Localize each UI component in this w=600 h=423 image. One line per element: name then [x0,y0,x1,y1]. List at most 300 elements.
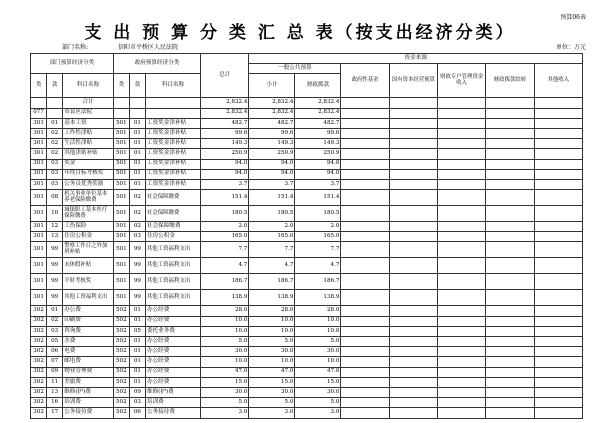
cell-special-account [438,357,486,367]
cell-subtotal: 149.3 [249,139,295,149]
cell-fiscal: 138.9 [295,290,341,306]
cell-carryover [486,222,534,232]
cell-state-capital [389,326,437,336]
cell-carryover [486,169,534,179]
cell-other-income [534,326,582,336]
cell-carryover [486,274,534,290]
cell-total: 47.0 [201,367,249,377]
cell-dept-subject: 未休假补贴 [63,258,114,274]
cell-carryover [486,347,534,357]
cell-total: 250.9 [201,149,249,159]
cell-total: 10.0 [201,326,249,336]
cell-subtotal: 94.0 [249,169,295,179]
cell-special-account [438,118,486,128]
header-dept-class: 部门预算经济分类 [31,54,114,74]
cell-gov-kind: 502 [113,387,129,397]
cell-gov-kind: 502 [113,408,129,418]
cell-other-income [534,367,582,377]
table-row [31,316,583,326]
cell-dept-kind: 301 [31,258,47,274]
cell-special-account [438,128,486,138]
header-carryover: 财政拨款结转 [486,64,534,98]
cell-gov-item: 01 [129,347,145,357]
cell-other-income [534,98,582,108]
cell-dept-subject: 差旅费 [63,377,114,387]
cell-other-income [534,290,582,306]
cell-gov-fund [341,290,389,306]
table-row [31,206,583,222]
cell-other-income [534,258,582,274]
cell-dept-kind: 302 [31,357,47,367]
cell-fiscal: 5.0 [295,337,341,347]
cell-state-capital [389,179,437,189]
cell-special-account [438,316,486,326]
cell-dept-kind: 302 [31,377,47,387]
header-other-income: 其他收入 [534,64,582,98]
cell-carryover [486,149,534,159]
cell-gov-fund [341,347,389,357]
cell-gov-item: 01 [129,139,145,149]
cell-gov-kind: 501 [113,118,129,128]
cell-dept-kind: 302 [31,367,47,377]
cell-total: 138.9 [201,290,249,306]
cell-other-income [534,306,582,316]
cell-dept-kind: 301 [31,179,47,189]
cell-gov-fund [341,169,389,179]
cell-gov-kind: 501 [113,169,129,179]
cell-state-capital [389,139,437,149]
cell-gov-fund [341,159,389,169]
cell-other-income [534,139,582,149]
cell-dept-kind: 301 [31,206,47,222]
cell-carryover [486,179,534,189]
cell-carryover [486,258,534,274]
cell-gov-fund [341,108,389,118]
table-row [31,290,583,306]
cell-dept-item: 02 [47,128,63,138]
header-gov-kind: 类 [113,74,129,98]
cell-gov-item: 06 [129,408,145,418]
cell-subtotal: 5.0 [249,337,295,347]
header-dept-item: 款 [47,74,63,98]
cell-dept-item: 03 [47,159,63,169]
cell-fiscal: 4.7 [295,258,341,274]
cell-other-income [534,408,582,418]
cell-state-capital [389,159,437,169]
cell-state-capital [389,232,437,242]
cell-gov-subject: 办公经费 [145,367,200,377]
cell-gov-kind: 502 [113,347,129,357]
cell-total: 4.7 [201,258,249,274]
table-row [31,258,583,274]
cell-gov-fund [341,206,389,222]
header-gov-class: 政府预算经济分类 [113,54,200,74]
cell-dept-item: 07 [47,357,63,367]
table-row [31,337,583,347]
cell-gov-item: 01 [129,159,145,169]
cell-gov-subject: 维修(护)费 [145,387,200,397]
cell-fiscal: 180.5 [295,206,341,222]
cell-state-capital [389,398,437,408]
header-state-capital: 国有资本经营预算 [389,64,437,98]
cell-dept-kind [31,98,47,108]
table-row [31,398,583,408]
cell-special-account [438,258,486,274]
cell-dept-item: 03 [47,179,63,189]
cell-dept-item: 12 [47,222,63,232]
cell-special-account [438,190,486,206]
cell-fiscal: 3.0 [295,408,341,418]
cell-special-account [438,274,486,290]
table-row [31,387,583,397]
cell-subtotal: 99.6 [249,128,295,138]
cell-subtotal: 5.0 [249,398,295,408]
cell-dept-kind: 302 [31,337,47,347]
cell-special-account [438,108,486,118]
cell-gov-fund [341,387,389,397]
cell-dept-kind: 301 [31,128,47,138]
cell-fiscal: 2.0 [295,222,341,232]
cell-dept-item: 16 [47,398,63,408]
cell-gov-kind [113,108,129,118]
cell-dept-kind: 301 [31,149,47,159]
cell-gov-item: 01 [129,306,145,316]
dept-value: 信阳市平桥区人民法院 [118,44,179,51]
cell-gov-subject: 其他工资福利支出 [145,290,200,306]
cell-state-capital [389,347,437,357]
header-fiscal: 财政拨款 [295,74,341,98]
cell-dept-kind: 301 [31,274,47,290]
cell-gov-kind: 501 [113,159,129,169]
header-total: 总计 [201,54,249,98]
cell-dept-subject: 平时考核奖 [63,274,114,290]
cell-dept-item: 99 [47,242,63,258]
cell-fiscal: 94.0 [295,159,341,169]
cell-fiscal: 165.0 [295,232,341,242]
cell-gov-kind: 502 [113,337,129,347]
cell-dept-item: 03 [47,169,63,179]
cell-dept-kind: 302 [31,326,47,336]
cell-gov-kind: 502 [113,357,129,367]
cell-state-capital [389,190,437,206]
cell-total: 10.0 [201,316,249,326]
cell-subtotal: 165.0 [249,232,295,242]
header-gov-subject: 科目名称 [145,74,200,98]
cell-total: 7.7 [201,242,249,258]
cell-total: 2.0 [201,222,249,232]
table-row [31,98,583,108]
cell-state-capital [389,169,437,179]
cell-special-account [438,222,486,232]
cell-gov-kind: 501 [113,274,129,290]
cell-state-capital [389,258,437,274]
cell-gov-kind: 502 [113,398,129,408]
cell-gov-item: 01 [129,377,145,387]
cell-dept-subject: 奖金 [63,159,114,169]
cell-gov-subject: 工资奖金津补贴 [145,139,200,149]
cell-total: 3.0 [201,408,249,418]
cell-state-capital [389,149,437,159]
cell-gov-fund [341,190,389,206]
cell-dept-item: 01 [47,118,63,128]
cell-fiscal: 250.9 [295,149,341,159]
cell-dept-item: 02 [47,139,63,149]
cell-dept-item: 02 [47,316,63,326]
cell-gov-subject: 公务接待费 [145,408,200,418]
cell-special-account [438,206,486,222]
cell-dept-item: 99 [47,290,63,306]
cell-fiscal: 10.0 [295,326,341,336]
cell-gov-subject: 培训费 [145,398,200,408]
cell-special-account [438,398,486,408]
cell-state-capital [389,206,437,222]
cell-fiscal: 482.7 [295,118,341,128]
cell-dept-subject: 工作性津贴 [63,128,114,138]
cell-special-account [438,377,486,387]
cell-gov-fund [341,408,389,418]
cell-gov-item: 99 [129,242,145,258]
cell-gov-subject: 社会保障缴费 [145,190,200,206]
cell-carryover [486,128,534,138]
cell-total: 2,832.4 [201,108,249,118]
cell-other-income [534,108,582,118]
cell-gov-item: 01 [129,169,145,179]
cell-dept-item: 03 [47,326,63,336]
table-row [31,159,583,169]
cell-gov-subject: 办公经费 [145,347,200,357]
table-row [31,118,583,128]
header-general-budget: 一般公共预算 [249,64,341,74]
cell-gov-subject: 办公经费 [145,316,200,326]
cell-fiscal: 30.0 [295,387,341,397]
cell-state-capital [389,306,437,316]
cell-fiscal: 15.0 [295,377,341,387]
cell-carryover [486,377,534,387]
cell-total: 30.0 [201,387,249,397]
table-row [31,357,583,367]
cell-state-capital [389,316,437,326]
cell-other-income [534,347,582,357]
cell-gov-item: 02 [129,190,145,206]
cell-other-income [534,377,582,387]
cell-dept-kind: 302 [31,306,47,316]
cell-gov-subject: 社会保障缴费 [145,206,200,222]
cell-gov-fund [341,398,389,408]
cell-carryover [486,242,534,258]
cell-gov-fund [341,128,389,138]
cell-subtotal: 15.0 [249,377,295,387]
cell-fiscal: 99.6 [295,128,341,138]
cell-dept-item: 02 [47,149,63,159]
cell-total: 151.4 [201,190,249,206]
cell-gov-fund [341,274,389,290]
cell-carryover [486,139,534,149]
cell-subtotal: 3.0 [249,408,295,418]
table-row [31,367,583,377]
cell-gov-kind: 501 [113,128,129,138]
cell-carryover [486,190,534,206]
cell-dept-kind: 301 [31,232,47,242]
table-row [31,326,583,336]
cell-state-capital [389,108,437,118]
cell-gov-fund [341,377,389,387]
cell-gov-kind: 501 [113,258,129,274]
cell-state-capital [389,98,437,108]
cell-dept-subject: 城镇职工基本医疗保险缴费 [63,206,114,222]
unit-label: 单位：万元 [555,44,586,51]
cell-dept-subject: 电费 [63,347,114,357]
cell-gov-item: 99 [129,290,145,306]
cell-state-capital [389,290,437,306]
cell-carryover [486,316,534,326]
cell-dept-subject: 物业管理费 [63,367,114,377]
cell-dept-subject: 印刷费 [63,316,114,326]
cell-carryover [486,118,534,128]
sheet-code: 预算06表 [560,14,586,21]
cell-dept-subject: 市县区法院 [63,108,114,118]
cell-gov-kind: 501 [113,290,129,306]
cell-gov-kind: 501 [113,149,129,159]
cell-fiscal: 151.4 [295,190,341,206]
table-row [31,242,583,258]
cell-gov-subject: 办公经费 [145,306,200,316]
cell-gov-item: 03 [129,232,145,242]
cell-gov-subject: 住房公积金 [145,232,200,242]
cell-carryover [486,306,534,316]
cell-fiscal: 28.0 [295,306,341,316]
cell-carryover [486,290,534,306]
cell-gov-item: 05 [129,326,145,336]
cell-gov-kind: 501 [113,242,129,258]
cell-dept-item: 06 [47,347,63,357]
cell-gov-kind: 502 [113,377,129,387]
cell-dept-kind: 302 [31,387,47,397]
cell-dept-item: 99 [47,258,63,274]
cell-dept-kind: 301 [31,169,47,179]
cell-special-account [438,347,486,357]
cell-subtotal: 4.7 [249,258,295,274]
cell-other-income [534,242,582,258]
cell-dept-subject: 培训费 [63,398,114,408]
cell-gov-kind: 502 [113,367,129,377]
cell-gov-item: 03 [129,398,145,408]
cell-total: 10.0 [201,357,249,367]
cell-carryover [486,206,534,222]
cell-gov-kind: 501 [113,139,129,149]
cell-gov-kind: 502 [113,316,129,326]
cell-dept-subject: 住房公积金 [63,232,114,242]
cell-subtotal: 2,832.4 [249,108,295,118]
cell-special-account [438,242,486,258]
cell-special-account [438,179,486,189]
cell-dept-subject: 公务接待费 [63,408,114,418]
table-row [31,377,583,387]
budget-table [30,53,583,419]
cell-other-income [534,337,582,347]
cell-dept-subject: 警察工作日之外加班补贴 [63,242,114,258]
cell-dept-kind: 301 [31,290,47,306]
cell-carryover [486,387,534,397]
cell-total: 99.6 [201,128,249,138]
cell-carryover [486,108,534,118]
cell-subtotal: 10.0 [249,316,295,326]
cell-special-account [438,149,486,159]
cell-dept-item: 01 [47,306,63,316]
cell-special-account [438,139,486,149]
dept-label: 部门名称: [62,44,89,51]
cell-dept-subject: 生活性津贴 [63,139,114,149]
cell-dept-item: 08 [47,190,63,206]
cell-special-account [438,367,486,377]
cell-subtotal: 2,832.4 [249,98,295,108]
cell-gov-item: 01 [129,118,145,128]
cell-other-income [534,316,582,326]
cell-state-capital [389,357,437,367]
cell-gov-kind: 501 [113,190,129,206]
cell-fiscal: 186.7 [295,274,341,290]
cell-state-capital [389,337,437,347]
cell-gov-item: 01 [129,179,145,189]
table-row [31,149,583,159]
cell-dept-subject: 其他津贴补贴 [63,149,114,159]
cell-gov-subject: 工资奖金津补贴 [145,159,200,169]
cell-gov-fund [341,98,389,108]
cell-total: 2,832.4 [201,98,249,108]
cell-other-income [534,222,582,232]
cell-dept-kind: 302 [31,316,47,326]
cell-subtotal: 94.0 [249,159,295,169]
cell-total: 180.5 [201,206,249,222]
cell-gov-subject: 工资奖金津补贴 [145,118,200,128]
cell-special-account [438,98,486,108]
cell-gov-subject: 工资奖金津补贴 [145,179,200,189]
cell-fiscal: 2,832.4 [295,98,341,108]
cell-special-account [438,232,486,242]
cell-state-capital [389,222,437,232]
table-row [31,108,583,118]
cell-carryover [486,326,534,336]
cell-gov-subject: 委托业务费 [145,326,200,336]
cell-dept-subject: 机关事业单位基本养老保险缴费 [63,190,114,206]
cell-gov-kind: 502 [113,326,129,336]
cell-gov-fund [341,357,389,367]
cell-other-income [534,179,582,189]
cell-total: 5.0 [201,398,249,408]
table-row [31,306,583,316]
table-row [31,169,583,179]
cell-gov-kind: 501 [113,232,129,242]
cell-subtotal: 47.0 [249,367,295,377]
cell-gov-fund [341,179,389,189]
cell-subtotal: 30.0 [249,387,295,397]
cell-gov-fund [341,149,389,159]
table-row [31,190,583,206]
header-gov-fund: 政府性基金 [341,64,389,98]
cell-gov-fund [341,242,389,258]
cell-subtotal: 30.0 [249,347,295,357]
cell-state-capital [389,367,437,377]
cell-total: 186.7 [201,274,249,290]
table-row [31,128,583,138]
cell-other-income [534,169,582,179]
cell-fiscal: 7.7 [295,242,341,258]
cell-dept-kind: 301 [31,139,47,149]
table-row [31,222,583,232]
cell-dept-subject: 年终目标考核奖 [63,169,114,179]
cell-gov-fund [341,118,389,128]
cell-subtotal: 2.0 [249,222,295,232]
cell-special-account [438,337,486,347]
